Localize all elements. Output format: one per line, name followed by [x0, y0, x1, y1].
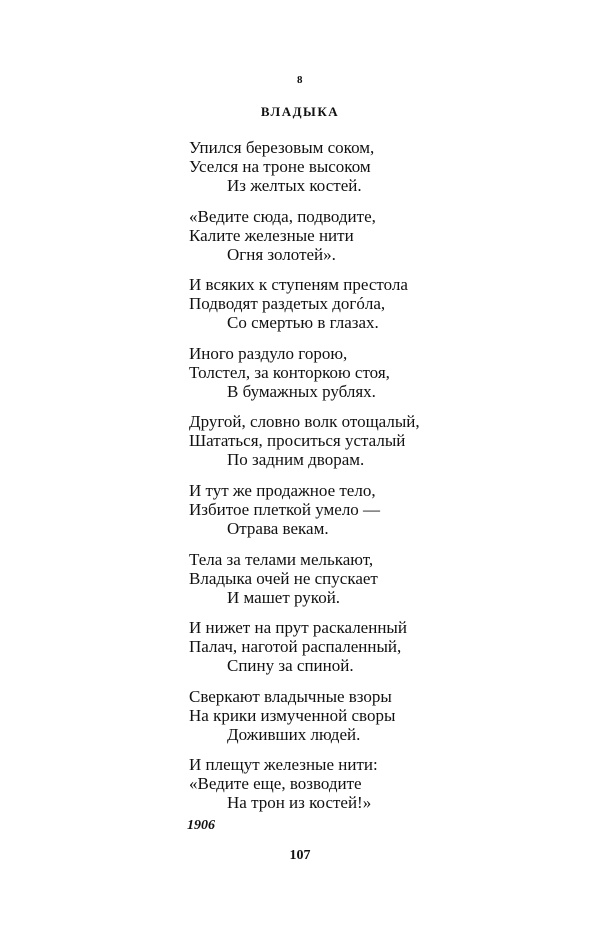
- poem-line: Из желтых костей.: [227, 176, 362, 195]
- stanza: [189, 618, 489, 687]
- stanza: [189, 687, 489, 756]
- poem-line: И тут же продажное тело,: [189, 480, 376, 500]
- poem-line: Упился березовым соком,: [189, 138, 375, 157]
- poem-line: Подводят раздетых догóла,: [189, 294, 386, 314]
- poem-line: Калите железные нити: [189, 225, 354, 245]
- poem-date: 1906: [187, 818, 215, 833]
- poem-line: «Ведите еще, возводите: [189, 774, 362, 794]
- poem-line: И машет рукой.: [227, 587, 341, 607]
- stanza: [189, 481, 489, 550]
- poem-line: Сверкают владычные взоры: [189, 686, 392, 706]
- poem-line: Спину за спиной.: [227, 656, 354, 676]
- poem-line: Со смертью в глазах.: [227, 313, 379, 333]
- stanza: [189, 275, 489, 344]
- poem-line: Доживших людей.: [227, 724, 361, 744]
- poem-line: И плещут железные нити:: [189, 755, 378, 775]
- poem-line: Иного раздуло горою,: [189, 343, 348, 363]
- poem-line: На трон из костей!»: [227, 793, 372, 813]
- poem-line: Тела за телами мелькают,: [189, 549, 374, 569]
- stanza: [189, 550, 489, 619]
- poem-line: На крики измученной своры: [189, 705, 396, 725]
- poem-line: Огня золотей».: [227, 244, 336, 264]
- poem-line: Палач, наготой распаленный,: [189, 637, 402, 657]
- poem-line: Уселся на троне высоком: [189, 157, 371, 176]
- stanza: [189, 412, 489, 481]
- poem-line: «Ведите сюда, подводите,: [189, 206, 376, 226]
- stanza: [189, 755, 489, 824]
- poem-line: Избитое плеткой умело —: [189, 499, 381, 519]
- poem-line: Толстел, за конторкою стоя,: [189, 362, 390, 382]
- poem-line: Другой, словно волк отощалый,: [189, 412, 420, 432]
- poem-line: Отрава векам.: [227, 518, 329, 538]
- poem-line: И нижет на прут раскаленный: [189, 618, 407, 638]
- poem-title: ВЛАДЫКА: [260, 104, 340, 119]
- poem-line: В бумажных рублях.: [227, 381, 376, 401]
- stanza: [189, 344, 489, 413]
- poem-body: [189, 138, 489, 824]
- stanza: [189, 207, 489, 276]
- poem-line: И всяких к ступеням престола: [189, 275, 408, 295]
- poem-line: Шататься, проситься усталый: [189, 431, 406, 451]
- poem-line: Владыка очей не спускает: [189, 568, 378, 588]
- poem-number: 8: [297, 74, 303, 86]
- poem-line: По задним дворам.: [227, 450, 365, 470]
- stanza: [189, 138, 489, 207]
- page-number: 107: [289, 848, 311, 863]
